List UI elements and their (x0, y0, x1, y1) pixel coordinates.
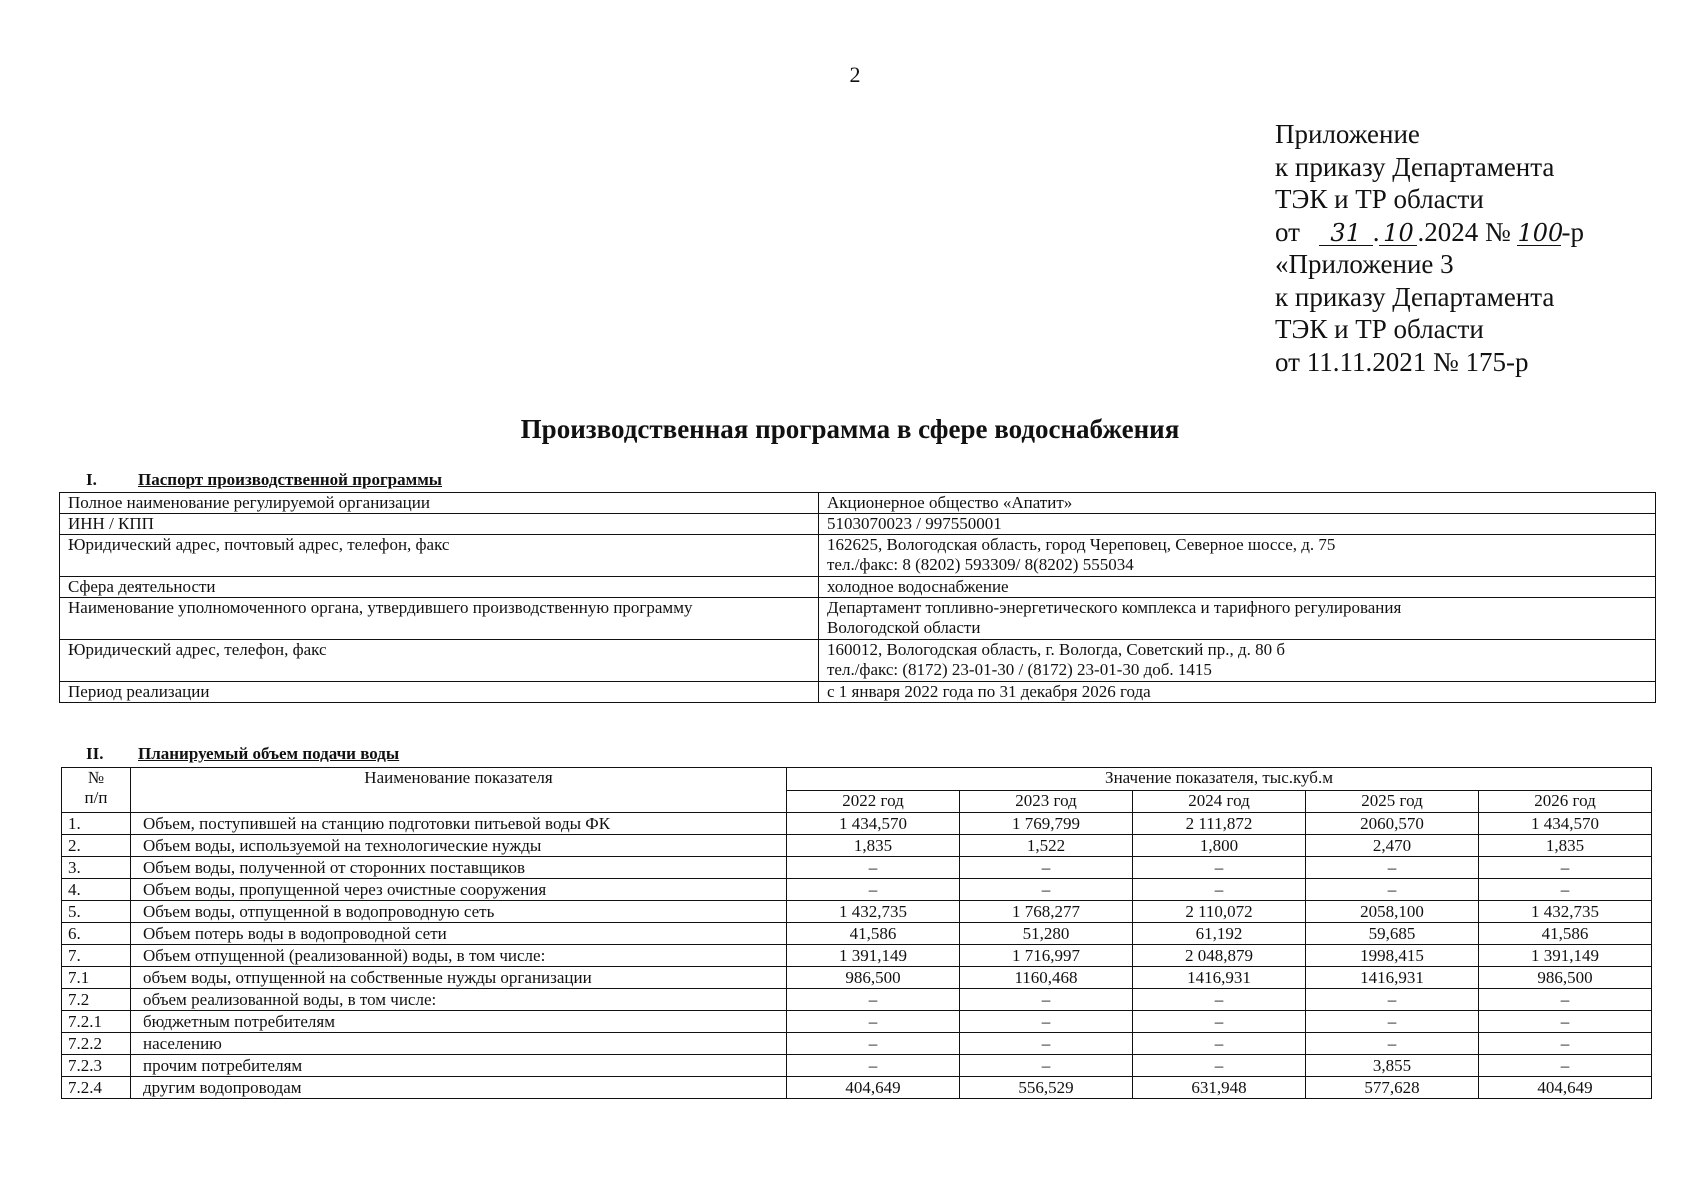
row-number: 1. (62, 813, 131, 835)
row-indicator-name: Объем воды, полученной от сторонних поставщиков (131, 857, 787, 879)
section-2-title: Планируемый объем подачи воды (138, 744, 400, 763)
row-value: – (1479, 857, 1652, 879)
appendix-line: к приказу Департамента (1275, 151, 1555, 182)
row-value: – (960, 879, 1133, 901)
row-value: 1 768,277 (960, 901, 1133, 923)
row-indicator-name: бюджетным потребителям (131, 1011, 787, 1033)
passport-value (819, 640, 1656, 682)
row-value: – (1133, 879, 1306, 901)
row-value: 2 110,072 (1133, 901, 1306, 923)
section-1-heading (86, 470, 442, 490)
table-row (62, 879, 1652, 901)
passport-value-line: Вологодской области (827, 618, 981, 637)
passport-value-line: холодное водоснабжение (827, 577, 1009, 596)
row-value: 1,835 (787, 835, 960, 857)
row-indicator-name: Объем отпущенной (реализованной) воды, в том числе: (131, 945, 787, 967)
row-value: 3,855 (1306, 1055, 1479, 1077)
row-value: – (1133, 1033, 1306, 1055)
row-value: 556,529 (960, 1077, 1133, 1099)
row-value: 41,586 (1479, 923, 1652, 945)
row-indicator-name: населению (131, 1033, 787, 1055)
row-value: 1,522 (960, 835, 1133, 857)
row-value: 1 716,997 (960, 945, 1133, 967)
header-num-cell (62, 768, 131, 813)
passport-label: Наименование уполномоченного органа, утвердившего производственную программу (60, 598, 819, 640)
row-number: 3. (62, 857, 131, 879)
row-value: – (960, 989, 1133, 1011)
passport-row (60, 535, 1656, 577)
passport-value (819, 682, 1656, 703)
appendix-year: .2024 № (1417, 216, 1511, 247)
passport-value-line: тел./факс: 8 (8202) 593309/ 8(8202) 555034 (827, 555, 1134, 574)
row-value: 404,649 (1479, 1077, 1652, 1099)
document-title: Производственная программа в сфере водоснабжения (520, 414, 1180, 444)
header-year: 2026 год (1479, 790, 1652, 813)
appendix-date-line: от 31 . 10 .2024 № 100-р (1275, 216, 1584, 247)
water-volume-table (61, 767, 1652, 1099)
appendix-date-prefix: от (1275, 216, 1300, 247)
row-value: – (1306, 989, 1479, 1011)
passport-label: Сфера деятельности (60, 577, 819, 598)
row-value: – (1479, 879, 1652, 901)
row-value: – (1133, 989, 1306, 1011)
row-value: 986,500 (1479, 967, 1652, 989)
row-value: 2060,570 (1306, 813, 1479, 835)
row-value: 631,948 (1133, 1077, 1306, 1099)
row-value: 41,586 (787, 923, 960, 945)
appendix-line: «Приложение 3 (1275, 249, 1454, 279)
appendix-number-suffix: -р (1561, 216, 1584, 247)
row-value: 1 432,735 (1479, 901, 1652, 923)
row-value: – (960, 857, 1133, 879)
passport-row (60, 577, 1656, 598)
table-row (62, 1033, 1652, 1055)
row-value: 1416,931 (1306, 967, 1479, 989)
appendix-line: к приказу Департамента (1275, 281, 1555, 312)
row-number: 7.2.2 (62, 1033, 131, 1055)
row-value: 1998,415 (1306, 945, 1479, 967)
row-value: 2,470 (1306, 835, 1479, 857)
passport-value-line: 5103070023 / 997550001 (827, 514, 1002, 533)
row-value: – (1133, 1055, 1306, 1077)
header-year: 2022 год (787, 790, 960, 813)
row-value: – (1479, 989, 1652, 1011)
row-value: 1 391,149 (787, 945, 960, 967)
row-number: 7.2 (62, 989, 131, 1011)
row-value: – (787, 1033, 960, 1055)
handwritten-day: 31 (1319, 221, 1373, 246)
table-row (62, 945, 1652, 967)
row-value: 404,649 (787, 1077, 960, 1099)
row-indicator-name: прочим потребителям (131, 1055, 787, 1077)
header-year: 2025 год (1306, 790, 1479, 813)
page-number: 2 (849, 62, 861, 87)
handwritten-order-number: 100 (1517, 218, 1564, 247)
table-row (62, 989, 1652, 1011)
row-value: – (787, 1055, 960, 1077)
row-indicator-name: Объем, поступившей на станцию подготовки питьевой воды ФК (131, 813, 787, 835)
row-number: 4. (62, 879, 131, 901)
passport-value-line: 162625, Вологодская область, город Череповец, Северное шоссе, д. 75 (827, 535, 1336, 554)
table-row (62, 967, 1652, 989)
appendix-block (1275, 118, 1584, 378)
row-value: 1,835 (1479, 835, 1652, 857)
passport-value (819, 493, 1656, 514)
row-value: – (1479, 1055, 1652, 1077)
row-indicator-name: Объем потерь воды в водопроводной сети (131, 923, 787, 945)
row-value: – (1306, 1011, 1479, 1033)
row-indicator-name: Объем воды, используемой на технологические нужды (131, 835, 787, 857)
table-row (62, 901, 1652, 923)
row-number: 7.2.1 (62, 1011, 131, 1033)
passport-value-line: Акционерное общество «Апатит» (827, 493, 1073, 512)
row-value: 1416,931 (1133, 967, 1306, 989)
row-value: – (960, 1011, 1133, 1033)
passport-value-line: тел./факс: (8172) 23-01-30 / (8172) 23-01-30 доб. 1415 (827, 660, 1212, 679)
row-indicator-name: другим водопроводам (131, 1077, 787, 1099)
appendix-line: ТЭК и ТР области (1275, 314, 1484, 344)
row-value: – (960, 1033, 1133, 1055)
row-value: 986,500 (787, 967, 960, 989)
header-year: 2023 год (960, 790, 1133, 813)
table-row (62, 813, 1652, 835)
appendix-line: Приложение (1275, 119, 1420, 149)
row-value: – (787, 989, 960, 1011)
row-indicator-name: Объем воды, пропущенной через очистные сооружения (131, 879, 787, 901)
row-value: 2058,100 (1306, 901, 1479, 923)
appendix-line: от 11.11.2021 № 175-р (1275, 346, 1529, 377)
row-value: 1 434,570 (787, 813, 960, 835)
row-number: 7.1 (62, 967, 131, 989)
table-row (62, 1055, 1652, 1077)
row-value: – (1479, 1033, 1652, 1055)
row-value: – (1306, 857, 1479, 879)
row-number: 7.2.4 (62, 1077, 131, 1099)
passport-value (819, 514, 1656, 535)
passport-value-line: с 1 января 2022 года по 31 декабря 2026 года (827, 682, 1151, 701)
table-row (62, 1077, 1652, 1099)
handwritten-month: 10 (1379, 221, 1417, 246)
row-value: 51,280 (960, 923, 1133, 945)
row-value: 59,685 (1306, 923, 1479, 945)
header-value-group: Значение показателя, тыс.куб.м (787, 768, 1652, 791)
row-value: 1,800 (1133, 835, 1306, 857)
table-row (62, 835, 1652, 857)
passport-row (60, 493, 1656, 514)
row-value: 61,192 (1133, 923, 1306, 945)
row-number: 5. (62, 901, 131, 923)
passport-row (60, 598, 1656, 640)
row-value: 2 111,872 (1133, 813, 1306, 835)
row-indicator-name: объем реализованной воды, в том числе: (131, 989, 787, 1011)
row-value: 577,628 (1306, 1077, 1479, 1099)
passport-label: Юридический адрес, почтовый адрес, телефон, факс (60, 535, 819, 577)
header-year: 2024 год (1133, 790, 1306, 813)
row-value: 1 434,570 (1479, 813, 1652, 835)
passport-label: Полное наименование регулируемой организации (60, 493, 819, 514)
row-value: – (960, 1055, 1133, 1077)
passport-table (59, 492, 1656, 703)
row-value: – (787, 1011, 960, 1033)
row-value: 1160,468 (960, 967, 1133, 989)
row-value: 1 391,149 (1479, 945, 1652, 967)
row-value: – (787, 879, 960, 901)
passport-row (60, 640, 1656, 682)
row-value: 1 432,735 (787, 901, 960, 923)
header-num: № (87, 768, 105, 787)
passport-value-line: Департамент топливно-энергетического комплекса и тарифного регулирования (827, 598, 1402, 617)
table-row (62, 1011, 1652, 1033)
row-indicator-name: Объем воды, отпущенной в водопроводную сеть (131, 901, 787, 923)
row-value: – (1133, 857, 1306, 879)
row-value: – (1133, 1011, 1306, 1033)
table-row (62, 857, 1652, 879)
row-value: 2 048,879 (1133, 945, 1306, 967)
table-row (62, 923, 1652, 945)
section-1-title: Паспорт производственной программы (138, 470, 443, 489)
passport-row (60, 682, 1656, 703)
section-2-number: II. (86, 744, 104, 763)
passport-row (60, 514, 1656, 535)
row-number: 2. (62, 835, 131, 857)
row-number: 7.2.3 (62, 1055, 131, 1077)
row-value: 1 769,799 (960, 813, 1133, 835)
appendix-line: ТЭК и ТР области (1275, 184, 1484, 214)
passport-label: Юридический адрес, телефон, факс (60, 640, 819, 682)
passport-value (819, 577, 1656, 598)
row-number: 7. (62, 945, 131, 967)
row-number: 6. (62, 923, 131, 945)
passport-value-line: 160012, Вологодская область, г. Вологда, Советский пр., д. 80 б (827, 640, 1286, 659)
header-num-sub: п/п (84, 788, 108, 807)
passport-value (819, 535, 1656, 577)
passport-value (819, 598, 1656, 640)
row-value: – (787, 857, 960, 879)
row-indicator-name: объем воды, отпущенной на собственные нужды организации (131, 967, 787, 989)
row-value: – (1479, 1011, 1652, 1033)
passport-label: Период реализации (60, 682, 819, 703)
row-value: – (1306, 1033, 1479, 1055)
row-value: – (1306, 879, 1479, 901)
section-1-number: I. (86, 470, 97, 489)
section-2-heading (86, 744, 399, 764)
passport-label: ИНН / КПП (60, 514, 819, 535)
header-name: Наименование показателя (131, 768, 787, 813)
